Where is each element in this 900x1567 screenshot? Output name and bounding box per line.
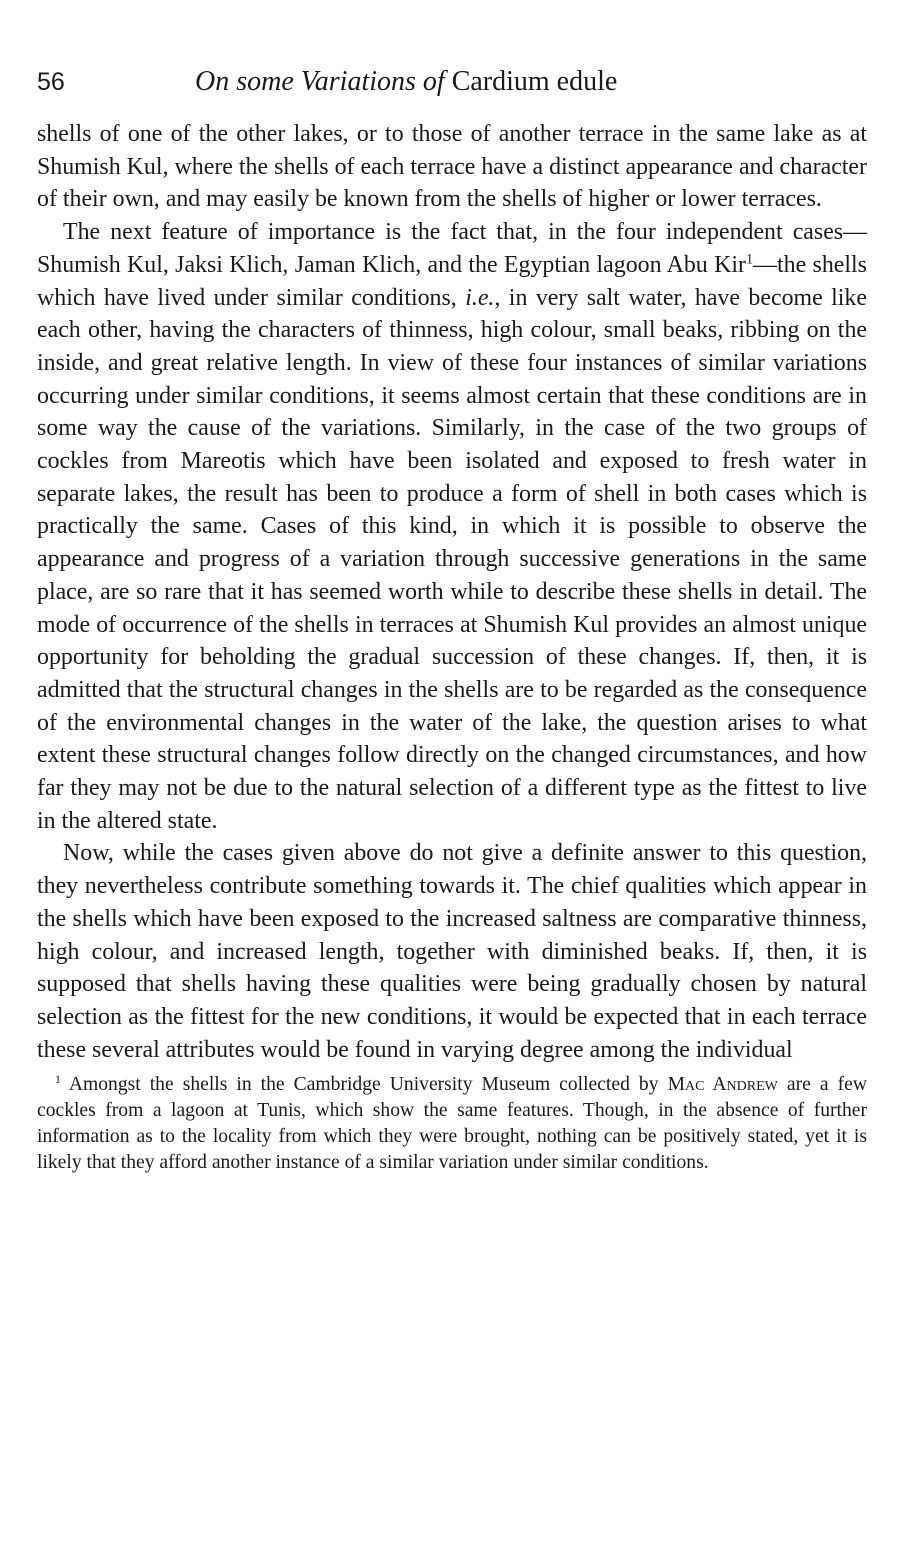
paragraph-3: Now, while the cases given above do not give a definite answer to this question, they nevertheless contribute something towards it. The chief qualities which appear in the shells which have been exposed to the increased saltness are comparative thinness, high colour, and increased length, together with diminished beaks. If, then, it is supposed that shells having these qualities were being gradually chosen by natural selection as the fittest for the new conditions, it would be expected that in each terrace these several attributes would be found in varying degree among the individual — [37, 840, 867, 1063]
paragraph-2 — [37, 216, 867, 837]
body-text — [37, 118, 867, 1066]
page-number: 56 — [37, 68, 65, 96]
footnote-marker: 1 — [55, 1073, 61, 1087]
paragraph-1: shells of one of the other lakes, or to those of another terrace in the same lake as at Shumish Kul, where the shells of each terrace have a distinct appearance and character of their own, and may easily be known from the shells of higher or lower terraces. — [37, 121, 867, 213]
running-title-roman: Cardium edule — [451, 66, 618, 97]
footnote-reference: 1 — [745, 251, 754, 268]
running-title — [195, 66, 617, 98]
page-header — [37, 64, 867, 112]
paragraph-2-part-a: The next feature of importance is the fact that, in the four independent cases—Shumish Kul, Jaksi Klich, Jaman Klich, and the Egyptian lagoon Abu Kir — [37, 219, 867, 278]
running-title-italic: On some Variations of — [195, 66, 445, 97]
page — [37, 64, 867, 1175]
footnote — [37, 1072, 867, 1175]
paragraph-2-part-c: , in very salt water, have become like each other, having the characters of thinness, high colour, small beaks, ribbing on the inside, and great relative length. In view of these four instances of similar variations occurring under similar conditions, it seems almost certain that these conditions are in some way the cause of the variations. Similarly, in the case of the two groups of cockles from Mareotis which have been isolated and exposed to fresh water in separate lakes, the result has been to produce a form of shell in both cases which is practically the same. Cases of this kind, in which it is possible to observe the appearance and progress of a variation through successive generations in the same place, are so rare that it has seemed worth while to describe these shells in detail. The mode of occurrence of the shells in terraces at Shumish Kul provides an almost unique opportunity for beholding the gradual succession of these changes. If, then, it is admitted that the structural changes in the shells are to be regarded as the consequence of the environmental changes in the water of the lake, the question arises to what extent these structural changes follow directly on the changed circumstances, and how far they may not be due to the natural selection of a different type as the fittest to live in the altered state. — [37, 284, 867, 834]
footnote-collector-name: Mac Andrew — [667, 1074, 778, 1096]
paragraph-2-ie: i.e. — [465, 284, 495, 311]
paragraph-2-part-b: —the shells which have lived under similar conditions, — [37, 251, 867, 311]
footnote-text-a: Amongst the shells in the Cambridge University Museum collected by — [60, 1074, 668, 1096]
footnote-text — [37, 1072, 867, 1175]
footnote-text-b: are a few cockles from a lagoon at Tunis, which show the same features. Though, in the absence of further information as to the locality from which they were brought, nothing can be positively stated, yet it is likely that they afford another instance of a similar variation under similar conditions. — [37, 1074, 867, 1173]
